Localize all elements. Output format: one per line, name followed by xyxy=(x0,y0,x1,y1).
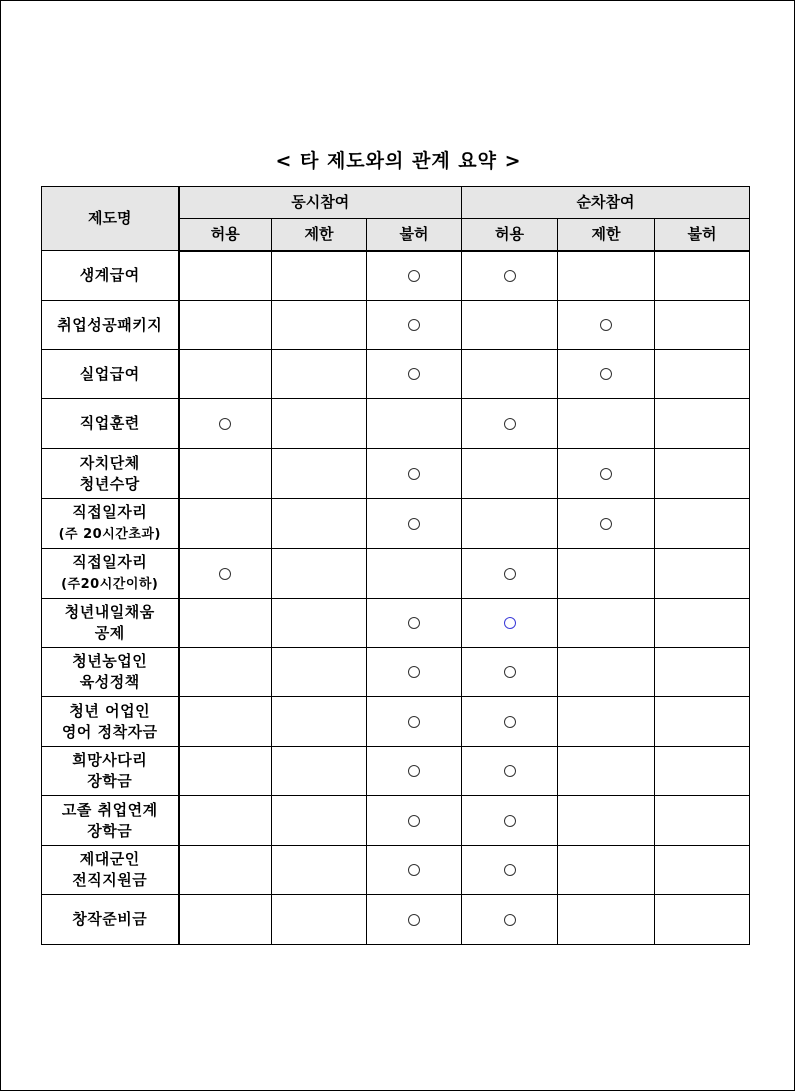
table-row xyxy=(42,648,750,697)
mark-cell xyxy=(272,697,367,747)
program-name: 희망사다리 장학금 xyxy=(72,751,148,790)
table-row xyxy=(42,599,750,648)
program-name-cell xyxy=(42,599,179,648)
program-name-cell xyxy=(42,399,179,449)
mark-cell xyxy=(179,648,272,697)
mark-cell xyxy=(272,796,367,846)
mark-cell xyxy=(655,499,750,549)
mark-cell xyxy=(367,697,462,747)
program-name: 취업성공패키지 xyxy=(57,315,163,334)
mark-cell xyxy=(179,796,272,846)
circle-mark-icon xyxy=(504,617,516,629)
header-group-sequential: 순차참여 xyxy=(462,187,750,219)
mark-cell xyxy=(655,350,750,399)
mark-cell xyxy=(558,697,655,747)
program-name-cell xyxy=(42,301,179,350)
mark-cell xyxy=(179,747,272,796)
mark-cell xyxy=(272,499,367,549)
mark-cell xyxy=(558,549,655,599)
table-row xyxy=(42,350,750,399)
mark-cell xyxy=(367,747,462,796)
mark-cell xyxy=(272,895,367,945)
mark-cell xyxy=(179,549,272,599)
mark-cell xyxy=(462,796,558,846)
table-row xyxy=(42,251,750,301)
mark-cell xyxy=(558,499,655,549)
program-name: 청년내일채움 공제 xyxy=(64,603,155,642)
program-name-cell xyxy=(42,846,179,895)
mark-cell xyxy=(367,251,462,301)
mark-cell xyxy=(367,599,462,648)
program-name: 직업훈련 xyxy=(79,414,140,432)
subheader-disallow: 불허 xyxy=(655,219,750,251)
mark-cell xyxy=(462,549,558,599)
mark-cell xyxy=(179,499,272,549)
mark-cell xyxy=(558,747,655,796)
mark-cell xyxy=(462,648,558,697)
circle-mark-icon xyxy=(600,368,612,380)
circle-mark-icon xyxy=(408,270,420,282)
circle-mark-icon xyxy=(408,765,420,777)
mark-cell xyxy=(462,301,558,350)
mark-cell xyxy=(179,697,272,747)
table-row xyxy=(42,499,750,549)
mark-cell xyxy=(367,796,462,846)
program-name-cell xyxy=(42,449,179,499)
program-name-sub: (주 20시간초과) xyxy=(58,527,161,542)
mark-cell xyxy=(367,549,462,599)
mark-cell xyxy=(272,747,367,796)
mark-cell xyxy=(558,648,655,697)
mark-cell xyxy=(655,301,750,350)
mark-cell xyxy=(367,648,462,697)
mark-cell xyxy=(462,350,558,399)
mark-cell xyxy=(462,697,558,747)
program-name-cell xyxy=(42,747,179,796)
mark-cell xyxy=(462,449,558,499)
program-name: 자치단체 청년수당 xyxy=(79,453,140,493)
circle-mark-icon xyxy=(504,914,516,926)
program-name-cell xyxy=(42,648,179,697)
circle-mark-icon xyxy=(504,568,516,580)
mark-cell xyxy=(272,648,367,697)
table-row xyxy=(42,549,750,599)
mark-cell xyxy=(558,251,655,301)
subheader-restrict: 제한 xyxy=(558,219,655,251)
mark-cell xyxy=(272,399,367,449)
circle-mark-icon xyxy=(408,319,420,331)
mark-cell xyxy=(655,697,750,747)
table-row xyxy=(42,796,750,846)
circle-mark-icon xyxy=(408,815,420,827)
mark-cell xyxy=(179,350,272,399)
mark-cell xyxy=(272,350,367,399)
mark-cell xyxy=(179,301,272,350)
mark-cell xyxy=(655,796,750,846)
mark-cell xyxy=(655,251,750,301)
mark-cell xyxy=(655,846,750,895)
mark-cell xyxy=(655,648,750,697)
program-name: 제대군인 전직지원금 xyxy=(72,850,148,889)
program-name-cell xyxy=(42,895,179,945)
mark-cell xyxy=(558,301,655,350)
program-name: 청년농업인 육성정책 xyxy=(72,652,148,691)
table-row xyxy=(42,449,750,499)
mark-cell xyxy=(462,251,558,301)
circle-mark-icon xyxy=(600,518,612,530)
program-name: 직접일자리 xyxy=(72,503,148,521)
mark-cell xyxy=(655,399,750,449)
program-name-sub: (주20시간이하) xyxy=(61,577,159,592)
table-row xyxy=(42,747,750,796)
program-name: 청년 어업인 영어 정착자금 xyxy=(61,701,158,741)
mark-cell xyxy=(367,499,462,549)
circle-mark-icon xyxy=(408,716,420,728)
mark-cell xyxy=(272,549,367,599)
circle-mark-icon xyxy=(504,765,516,777)
mark-cell xyxy=(462,399,558,449)
mark-cell xyxy=(655,599,750,648)
mark-cell xyxy=(367,399,462,449)
program-name-cell xyxy=(42,796,179,846)
circle-mark-icon xyxy=(504,666,516,678)
header-program-name: 제도명 xyxy=(42,187,179,251)
header-group-simultaneous: 동시참여 xyxy=(179,187,462,219)
mark-cell xyxy=(462,846,558,895)
mark-cell xyxy=(179,399,272,449)
mark-cell xyxy=(655,895,750,945)
mark-cell xyxy=(558,399,655,449)
mark-cell xyxy=(462,499,558,549)
circle-mark-icon xyxy=(219,568,231,580)
circle-mark-icon xyxy=(408,368,420,380)
program-name: 직접일자리 xyxy=(72,553,148,571)
mark-cell xyxy=(655,449,750,499)
table-body xyxy=(42,251,750,945)
program-name: 창작준비금 xyxy=(72,910,148,928)
circle-mark-icon xyxy=(219,418,231,430)
program-name-cell xyxy=(42,697,179,747)
table-row xyxy=(42,399,750,449)
mark-cell xyxy=(462,747,558,796)
mark-cell xyxy=(179,846,272,895)
program-name-cell xyxy=(42,350,179,399)
table-row xyxy=(42,301,750,350)
table-row xyxy=(42,846,750,895)
relationship-table xyxy=(41,186,750,945)
mark-cell xyxy=(367,449,462,499)
circle-mark-icon xyxy=(408,617,420,629)
circle-mark-icon xyxy=(408,666,420,678)
program-name: 실업급여 xyxy=(79,364,140,383)
table-row xyxy=(42,697,750,747)
circle-mark-icon xyxy=(504,418,516,430)
mark-cell xyxy=(367,350,462,399)
mark-cell xyxy=(272,301,367,350)
mark-cell xyxy=(272,251,367,301)
circle-mark-icon xyxy=(408,518,420,530)
circle-mark-icon xyxy=(504,270,516,282)
mark-cell xyxy=(462,895,558,945)
circle-mark-icon xyxy=(504,716,516,728)
program-name: 생계급여 xyxy=(79,266,140,284)
program-name-cell xyxy=(42,549,179,599)
program-name-cell xyxy=(42,251,179,301)
mark-cell xyxy=(558,846,655,895)
program-name-cell xyxy=(42,499,179,549)
mark-cell xyxy=(558,895,655,945)
mark-cell xyxy=(367,846,462,895)
circle-mark-icon xyxy=(600,319,612,331)
mark-cell xyxy=(272,846,367,895)
circle-mark-icon xyxy=(504,864,516,876)
subheader-allow: 허용 xyxy=(462,219,558,251)
mark-cell xyxy=(558,796,655,846)
subheader-restrict: 제한 xyxy=(272,219,367,251)
mark-cell xyxy=(367,301,462,350)
circle-mark-icon xyxy=(408,468,420,480)
mark-cell xyxy=(272,599,367,648)
subheader-allow: 허용 xyxy=(179,219,272,251)
mark-cell xyxy=(179,599,272,648)
subheader-disallow: 불허 xyxy=(367,219,462,251)
mark-cell xyxy=(655,549,750,599)
mark-cell xyxy=(462,599,558,648)
mark-cell xyxy=(272,449,367,499)
mark-cell xyxy=(179,251,272,301)
circle-mark-icon xyxy=(408,914,420,926)
mark-cell xyxy=(179,449,272,499)
mark-cell xyxy=(179,895,272,945)
mark-cell xyxy=(558,350,655,399)
table-row xyxy=(42,895,750,945)
circle-mark-icon xyxy=(504,815,516,827)
program-name: 고졸 취업연계 장학금 xyxy=(61,800,158,840)
circle-mark-icon xyxy=(408,864,420,876)
mark-cell xyxy=(655,747,750,796)
document-title: < 타 제도와의 관계 요약 > xyxy=(275,150,522,172)
circle-mark-icon xyxy=(600,468,612,480)
mark-cell xyxy=(558,599,655,648)
mark-cell xyxy=(558,449,655,499)
mark-cell xyxy=(367,895,462,945)
